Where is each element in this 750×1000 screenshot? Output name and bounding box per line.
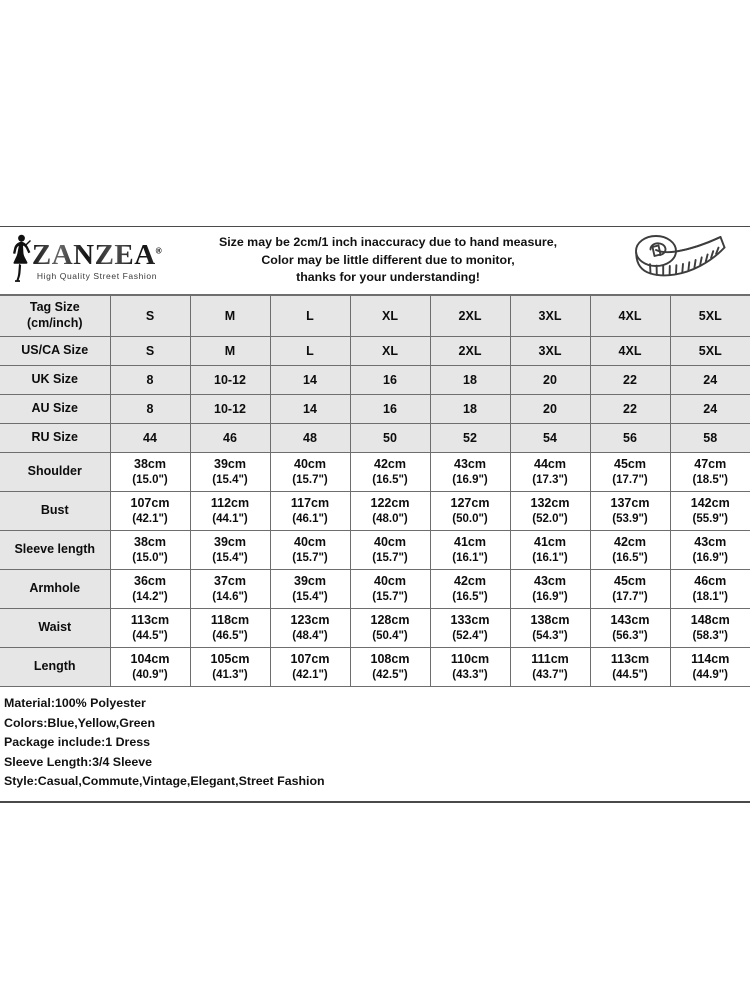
value-inch: (50.4"): [372, 629, 408, 642]
value-cm: 122cm: [370, 496, 410, 511]
cell-sleeve-5: [510, 531, 590, 570]
row-label-armhole: Armhole: [0, 570, 110, 609]
value-cm: 132cm: [530, 496, 570, 511]
cell-au-7: 24: [670, 395, 750, 424]
value-cm: 143cm: [610, 613, 650, 628]
row-label-sleeve-length: Sleeve length: [0, 531, 110, 570]
value-inch: (15.7"): [292, 551, 328, 564]
value-cm: 43cm: [534, 574, 566, 589]
value-cm: 137cm: [610, 496, 650, 511]
brand-logo: [0, 233, 166, 288]
cell-shoulder-4: [430, 453, 510, 492]
cell-length-2: [270, 648, 350, 687]
value-inch: (52.0"): [532, 512, 568, 525]
value-cm: 138cm: [530, 613, 570, 628]
value-inch: (42.1"): [292, 668, 328, 681]
row-label-us-ca-size: US/CA Size: [0, 337, 110, 366]
value-inch: (15.7"): [372, 551, 408, 564]
value-cm: 148cm: [690, 613, 730, 628]
value-inch: (15.4"): [212, 473, 248, 486]
value-cm: 104cm: [130, 652, 170, 667]
cell-length-4: [430, 648, 510, 687]
row-label-uk-size: UK Size: [0, 366, 110, 395]
value-inch: (16.5"): [452, 590, 488, 603]
value-inch: (48.0"): [372, 512, 408, 525]
value-cm: 42cm: [374, 457, 406, 472]
measuring-tape-icon: [610, 233, 750, 289]
row-label-ru-size: RU Size: [0, 424, 110, 453]
table-row: [0, 609, 750, 648]
cell-uk-2: 14: [270, 366, 350, 395]
value-inch: (44.9"): [692, 668, 728, 681]
cell-shoulder-7: [670, 453, 750, 492]
cell-uk-4: 18: [430, 366, 510, 395]
detail-style: Style:Casual,Commute,Vintage,Elegant,Street Fashion: [4, 774, 325, 789]
cell-au-4: 18: [430, 395, 510, 424]
row-label-bust: Bust: [0, 492, 110, 531]
cell-uk-5: 20: [510, 366, 590, 395]
cell-ru-7: 58: [670, 424, 750, 453]
value-cm: 111cm: [531, 652, 569, 667]
value-inch: (16.9"): [692, 551, 728, 564]
value-cm: 118cm: [210, 613, 250, 628]
value-inch: (18.5"): [692, 473, 728, 486]
value-inch: (16.1"): [532, 551, 568, 564]
cell-sleeve-2: [270, 531, 350, 570]
value-cm: 114cm: [691, 652, 730, 667]
cell-waist-0: [110, 609, 190, 648]
cell-usca-5: 3XL: [510, 337, 590, 366]
cell-uk-1: 10-12: [190, 366, 270, 395]
value-cm: 105cm: [210, 652, 250, 667]
size-chart-card: [0, 226, 750, 803]
cell-ru-1: 46: [190, 424, 270, 453]
cell-ru-2: 48: [270, 424, 350, 453]
value-inch: (17.3"): [532, 473, 568, 486]
cell-uk-0: 8: [110, 366, 190, 395]
cell-ru-4: 52: [430, 424, 510, 453]
cell-sleeve-0: [110, 531, 190, 570]
cell-usca-7: 5XL: [670, 337, 750, 366]
table-row: [0, 296, 750, 337]
registered-mark-icon: ®: [155, 245, 163, 255]
value-inch: (42.1"): [132, 512, 168, 525]
cell-bust-5: [510, 492, 590, 531]
cell-usca-2: L: [270, 337, 350, 366]
cell-armhole-7: [670, 570, 750, 609]
table-row: [0, 492, 750, 531]
value-inch: (16.9"): [452, 473, 488, 486]
cell-au-1: 10-12: [190, 395, 270, 424]
cell-tag-size-l: L: [270, 296, 350, 337]
value-cm: 38cm: [134, 457, 166, 472]
cell-waist-5: [510, 609, 590, 648]
value-inch: (56.3"): [612, 629, 648, 642]
value-inch: (44.1"): [212, 512, 248, 525]
value-cm: 39cm: [214, 457, 246, 472]
value-inch: (44.5"): [132, 629, 168, 642]
cell-bust-4: [430, 492, 510, 531]
value-cm: 107cm: [130, 496, 170, 511]
cell-au-6: 22: [590, 395, 670, 424]
cell-tag-size-2xl: 2XL: [430, 296, 510, 337]
cell-tag-size-s: S: [110, 296, 190, 337]
value-inch: (50.0"): [452, 512, 488, 525]
table-row: [0, 648, 750, 687]
cell-armhole-0: [110, 570, 190, 609]
cell-au-5: 20: [510, 395, 590, 424]
value-inch: (14.6"): [212, 590, 248, 603]
cell-usca-4: 2XL: [430, 337, 510, 366]
detail-package: Package include:1 Dress: [4, 735, 151, 750]
cell-ru-0: 44: [110, 424, 190, 453]
cell-shoulder-0: [110, 453, 190, 492]
cell-waist-7: [670, 609, 750, 648]
table-row: [0, 570, 750, 609]
value-inch: (46.1"): [292, 512, 328, 525]
value-cm: 41cm: [534, 535, 566, 550]
cell-armhole-6: [590, 570, 670, 609]
cell-sleeve-3: [350, 531, 430, 570]
value-cm: 123cm: [290, 613, 330, 628]
cell-shoulder-2: [270, 453, 350, 492]
cell-length-7: [670, 648, 750, 687]
cell-bust-0: [110, 492, 190, 531]
cell-armhole-4: [430, 570, 510, 609]
value-cm: 108cm: [370, 652, 410, 667]
value-inch: (18.1"): [692, 590, 728, 603]
cell-sleeve-6: [590, 531, 670, 570]
cell-armhole-3: [350, 570, 430, 609]
value-inch: (17.7"): [612, 590, 648, 603]
value-cm: 113cm: [610, 652, 650, 667]
cell-usca-3: XL: [350, 337, 430, 366]
value-cm: 43cm: [694, 535, 727, 550]
value-inch: (15.0"): [132, 551, 168, 564]
cell-ru-5: 54: [510, 424, 590, 453]
cell-uk-3: 16: [350, 366, 430, 395]
cell-au-0: 8: [110, 395, 190, 424]
cell-usca-0: S: [110, 337, 190, 366]
cell-uk-7: 24: [670, 366, 750, 395]
cell-tag-size-xl: XL: [350, 296, 430, 337]
row-label-shoulder: Shoulder: [0, 453, 110, 492]
value-inch: (40.9"): [132, 668, 168, 681]
value-inch: (41.3"): [212, 668, 248, 681]
cell-sleeve-7: [670, 531, 750, 570]
value-inch: (17.7"): [612, 473, 648, 486]
detail-material: Material:100% Polyester: [4, 696, 146, 710]
brand-wordmark: [31, 238, 163, 281]
cell-armhole-1: [190, 570, 270, 609]
cell-tag-size-5xl: 5XL: [670, 296, 750, 337]
cell-armhole-2: [270, 570, 350, 609]
value-cm: 142cm: [690, 496, 730, 511]
table-row: [0, 424, 750, 453]
value-cm: 128cm: [370, 613, 410, 628]
value-cm: 45cm: [614, 574, 646, 589]
value-cm: 45cm: [614, 457, 646, 472]
cell-waist-3: [350, 609, 430, 648]
value-inch: (48.4"): [292, 629, 328, 642]
size-chart-table: [0, 295, 750, 687]
woman-silhouette-icon: [8, 233, 34, 288]
cell-usca-6: 4XL: [590, 337, 670, 366]
value-cm: 117cm: [290, 496, 330, 511]
cell-length-6: [590, 648, 670, 687]
value-cm: 107cm: [290, 652, 330, 667]
table-row: [0, 531, 750, 570]
cell-bust-2: [270, 492, 350, 531]
row-label-line-2: (cm/inch): [26, 316, 83, 330]
cell-au-3: 16: [350, 395, 430, 424]
disclaimer-line-2: Color may be little different due to monitor,: [261, 252, 515, 267]
cell-ru-6: 56: [590, 424, 670, 453]
value-inch: (16.5"): [372, 473, 408, 486]
value-cm: 42cm: [454, 574, 486, 589]
detail-sleeve-length: Sleeve Length:3/4 Sleeve: [4, 754, 153, 769]
cell-bust-3: [350, 492, 430, 531]
value-inch: (15.4"): [212, 551, 248, 564]
cell-tag-size-3xl: 3XL: [510, 296, 590, 337]
cell-shoulder-3: [350, 453, 430, 492]
value-cm: 44cm: [534, 457, 566, 472]
value-inch: (58.3"): [692, 629, 728, 642]
cell-bust-6: [590, 492, 670, 531]
cell-sleeve-1: [190, 531, 270, 570]
cell-waist-6: [590, 609, 670, 648]
disclaimer-line-3: thanks for your understanding!: [296, 270, 480, 285]
cell-length-5: [510, 648, 590, 687]
row-label-waist: Waist: [0, 609, 110, 648]
value-cm: 40cm: [294, 535, 326, 550]
cell-length-3: [350, 648, 430, 687]
chart-header: [0, 227, 750, 295]
cell-bust-1: [190, 492, 270, 531]
value-cm: 40cm: [294, 457, 326, 472]
cell-length-1: [190, 648, 270, 687]
value-cm: 127cm: [450, 496, 490, 511]
value-cm: 42cm: [614, 535, 646, 550]
row-label-line-1: Tag Size: [29, 300, 80, 315]
cell-sleeve-4: [430, 531, 510, 570]
cell-uk-6: 22: [590, 366, 670, 395]
value-cm: 110cm: [450, 652, 490, 667]
table-row: [0, 366, 750, 395]
cell-waist-2: [270, 609, 350, 648]
value-cm: 37cm: [214, 574, 246, 589]
disclaimer-line-1: Size may be 2cm/1 inch inaccuracy due to hand measure,: [218, 234, 558, 249]
value-cm: 36cm: [134, 574, 166, 589]
cell-waist-4: [430, 609, 510, 648]
value-cm: 40cm: [374, 574, 406, 589]
value-inch: (14.2"): [132, 590, 168, 603]
cell-waist-1: [190, 609, 270, 648]
value-inch: (16.5"): [612, 551, 648, 564]
header-disclaimer: [166, 234, 610, 288]
value-cm: 112cm: [210, 496, 250, 511]
value-cm: 46cm: [694, 574, 727, 589]
cell-tag-size-m: M: [190, 296, 270, 337]
brand-tagline: High Quality Street Fashion: [36, 270, 158, 281]
value-cm: 47cm: [694, 457, 727, 472]
value-inch: (54.3"): [532, 629, 568, 642]
value-inch: (43.3"): [452, 668, 488, 681]
cell-ru-3: 50: [350, 424, 430, 453]
cell-armhole-5: [510, 570, 590, 609]
value-cm: 133cm: [450, 613, 490, 628]
value-inch: (46.5"): [212, 629, 248, 642]
value-inch: (44.5"): [612, 668, 648, 681]
product-details: [0, 687, 750, 801]
value-cm: 43cm: [454, 457, 486, 472]
cell-bust-7: [670, 492, 750, 531]
row-label-au-size: AU Size: [0, 395, 110, 424]
table-row: [0, 337, 750, 366]
table-row: [0, 453, 750, 492]
value-inch: (16.1"): [452, 551, 488, 564]
cell-length-0: [110, 648, 190, 687]
brand-name: ZANZEA®: [31, 238, 163, 271]
value-inch: (55.9"): [692, 512, 728, 525]
value-cm: 113cm: [130, 613, 170, 628]
cell-usca-1: M: [190, 337, 270, 366]
value-cm: 38cm: [134, 535, 166, 550]
value-inch: (15.7"): [292, 473, 328, 486]
table-row: [0, 395, 750, 424]
value-inch: (53.9"): [612, 512, 648, 525]
cell-shoulder-5: [510, 453, 590, 492]
cell-shoulder-6: [590, 453, 670, 492]
cell-au-2: 14: [270, 395, 350, 424]
value-inch: (15.0"): [132, 473, 168, 486]
row-label-length: Length: [0, 648, 110, 687]
value-inch: (15.4"): [292, 590, 328, 603]
value-cm: 40cm: [374, 535, 406, 550]
detail-colors: Colors:Blue,Yellow,Green: [4, 715, 156, 730]
value-cm: 41cm: [454, 535, 486, 550]
value-inch: (42.5"): [372, 668, 408, 681]
cell-shoulder-1: [190, 453, 270, 492]
value-inch: (16.9"): [532, 590, 568, 603]
cell-tag-size-4xl: 4XL: [590, 296, 670, 337]
value-inch: (52.4"): [452, 629, 488, 642]
value-cm: 39cm: [294, 574, 326, 589]
value-inch: (43.7"): [532, 668, 568, 681]
row-label-tag-size: [0, 296, 110, 337]
value-cm: 39cm: [214, 535, 246, 550]
value-inch: (15.7"): [372, 590, 408, 603]
